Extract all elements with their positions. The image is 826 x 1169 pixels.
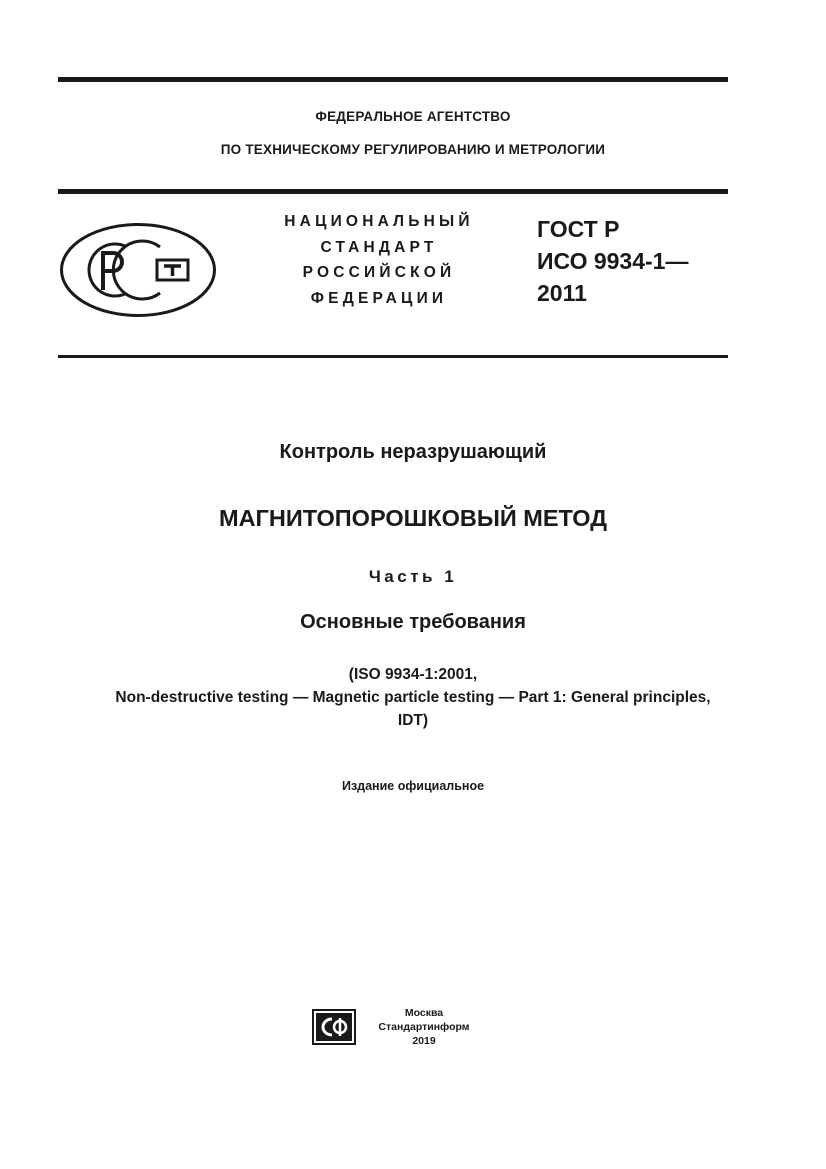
edition-label: Издание официальное	[341, 779, 485, 793]
iso-reference-line-3: IDT)	[397, 712, 429, 729]
designation-rule	[58, 355, 728, 358]
standard-type-line-3: РОССИЙСКОЙ	[302, 264, 456, 281]
part-number: Часть 1	[368, 567, 458, 586]
standard-type-line-1: НАЦИОНАЛЬНЫЙ	[284, 213, 474, 230]
publisher-city: Москва	[404, 1007, 444, 1019]
top-rule	[58, 77, 728, 82]
title-line-1: Контроль неразрушающий	[279, 441, 547, 463]
gost-r-logo	[59, 222, 217, 318]
designation-line-3: 2011	[537, 280, 587, 306]
iso-reference-line-1: (ISO 9934-1:2001,	[348, 666, 478, 683]
standartinform-logo	[312, 1009, 356, 1045]
standard-type-line-2: СТАНДАРТ	[320, 239, 438, 256]
agency-line-1: ФЕДЕРАЛЬНОЕ АГЕНТСТВО	[315, 109, 511, 124]
title-line-2: МАГНИТОПОРОШКОВЫЙ МЕТОД	[219, 505, 607, 531]
header-rule	[58, 189, 728, 194]
title-line-3: Основные требования	[300, 611, 526, 633]
iso-reference-line-2: Non-destructive testing — Magnetic particle testing — Part 1: General principles,	[115, 689, 711, 706]
standard-type-line-4: ФЕДЕРАЦИИ	[310, 290, 448, 307]
agency-line-2: ПО ТЕХНИЧЕСКОМУ РЕГУЛИРОВАНИЮ И МЕТРОЛОГИИ	[220, 142, 606, 157]
designation-line-2: ИСО 9934-1—	[537, 248, 689, 274]
publisher-year: 2019	[412, 1035, 436, 1047]
designation-line-1: ГОСТ Р	[537, 216, 620, 242]
publisher-name: Стандартинформ	[378, 1021, 470, 1033]
